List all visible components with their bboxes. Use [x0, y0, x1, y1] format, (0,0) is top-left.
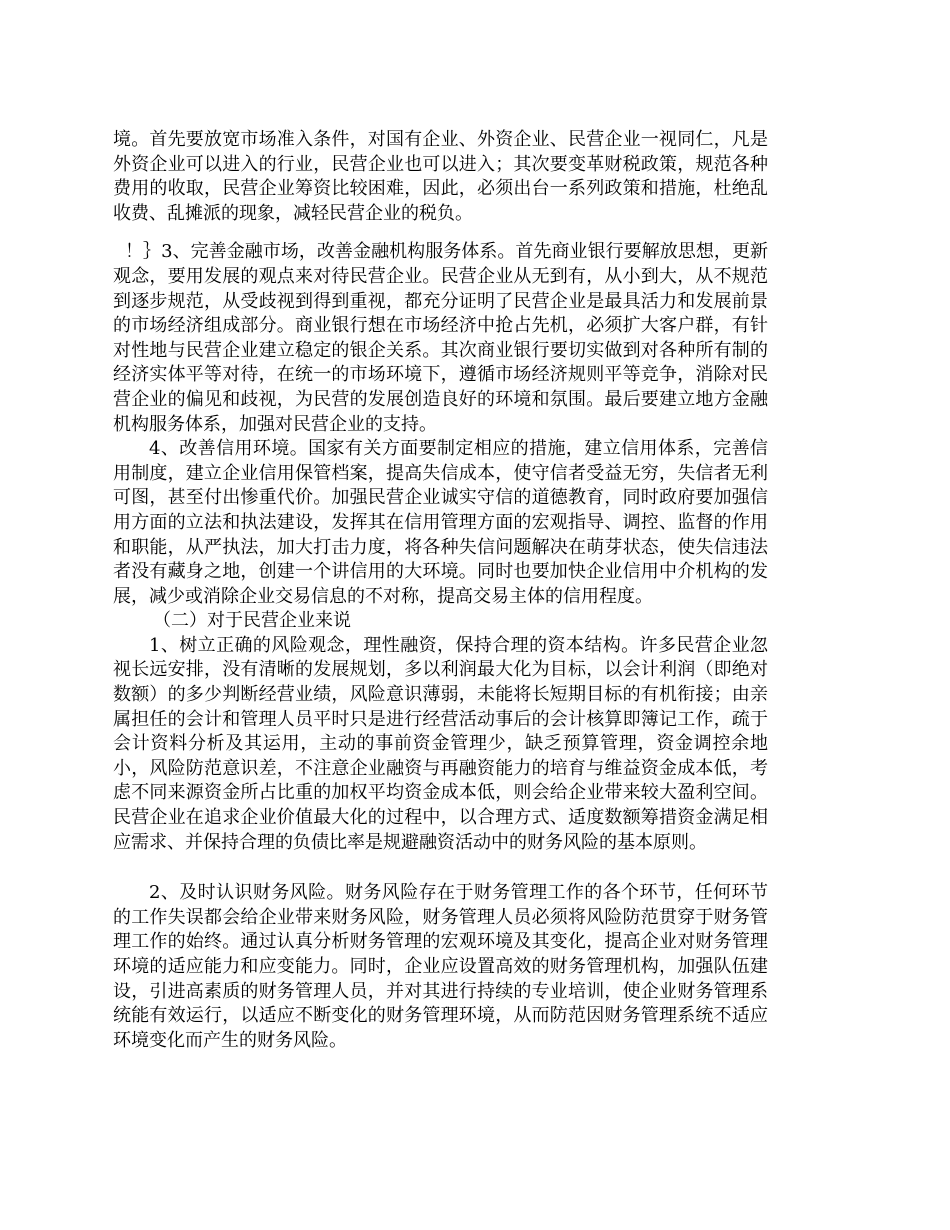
- paragraph-credit-environment: 4、改善信用环境。国家有关方面要制定相应的措施，建立信用体系，完善信用制度，建立企业信用保管档案，提高失信成本，使守信者受益无穷，失信者无利可图，甚至付出惨重代价。加强民营企业诚实守信的道德教育，同时政府要加强信用方面的立法和执法建设，发挥其在信用管理方面的宏观指导、调控、监督的作用和职能，从严执法，加大打击力度，将各种失信问题解决在萌芽状态，使失信违法者没有藏身之地，创建一个讲信用的大环境。同时也要加快企业信用中介机构的发展，减少或消除企业交易信息的不对称，提高交易主体的信用程度。: [113, 438, 768, 607]
- paragraph-risk-concept: 1、树立正确的风险观念，理性融资，保持合理的资本结构。许多民营企业忽视长远安排，没有清晰的发展规划，多以利润最大化为目标，以会计利润（即绝对数额）的多少判断经营业绩，风险意识薄弱，未能将长短期目标的有机衔接；由亲属担任的会计和管理人员平时只是进行经营活动事后的会计核算即簿记工作，疏于会计资料分析及其运用，主动的事前资金管理少，缺乏预算管理，资金调控余地小，风险防范意识差，不注意企业融资与再融资能力的培育与维益资金成本低，考虑不同来源资金所占比重的加权平均资金成本低，则会给企业带来较大盈利空间。民营企业在追求企业价值最大化的过程中，以合理方式、适度数额筹措资金满足相应需求、并保持合理的负债比率是规避融资活动中的财务风险的基本原则。: [113, 634, 768, 853]
- paragraph-gap: [113, 226, 768, 240]
- paragraph-gap: [113, 855, 768, 881]
- section-heading-private-enterprise: （二）对于民营企业来说: [153, 610, 351, 632]
- paragraph-financial-risk: 2、及时认识财务风险。财务风险存在于财务管理工作的各个环节，任何环节的工作失误都会给企业带来财务风险，财务管理人员必须将风险防范贯穿于财务管理工作的始终。通过认真分析财务管理的宏观环境及其变化，提高企业对财务管理环境的适应能力和应变能力。同时，企业应设置高效的财务管理机构，加强队伍建设，引进高素质的财务管理人员，并对其进行持续的专业培训，使企业财务管理系统能有效运行，以适应不断变化的财务管理环境，从而防范因财务管理系统不适应环境变化而产生的财务风险。: [113, 882, 768, 1051]
- paragraph-tax-policy: 境。首先要放宽市场准入条件，对国有企业、外资企业、民营企业一视同仁，凡是外资企业可以进入的行业，民营企业也可以进入；其次要变革财税政策，规范各种费用的收取，民营企业筹资比较困难，因此，必须出台一系列政策和措施，杜绝乱收费、乱摊派的现象，减轻民营企业的税负。: [113, 129, 768, 224]
- paragraph-financial-market: ！｝3、完善金融市场，改善金融机构服务体系。首先商业银行要解放思想，更新观念，要用发展的观点来对待民营企业。民营企业从无到有，从小到大，从不规范到逐步规范，从受歧视到得到重视，都充分证明了民营企业是最具活力和发展前景的市场经济组成部分。商业银行想在市场经济中抢占先机，必须扩大客户群，有针对性地与民营企业建立稳定的银企关系。其次商业银行要切实做到对各种所有制的经济实体平等对待，在统一的市场环境下，遵循市场经济规则平等竞争，消除对民营企业的偏见和歧视，为民营的发展创造良好的环境和氛围。最后要建立地方金融机构服务体系，加强对民营企业的支持。: [113, 241, 768, 435]
- document-page: [113, 128, 768, 1053]
